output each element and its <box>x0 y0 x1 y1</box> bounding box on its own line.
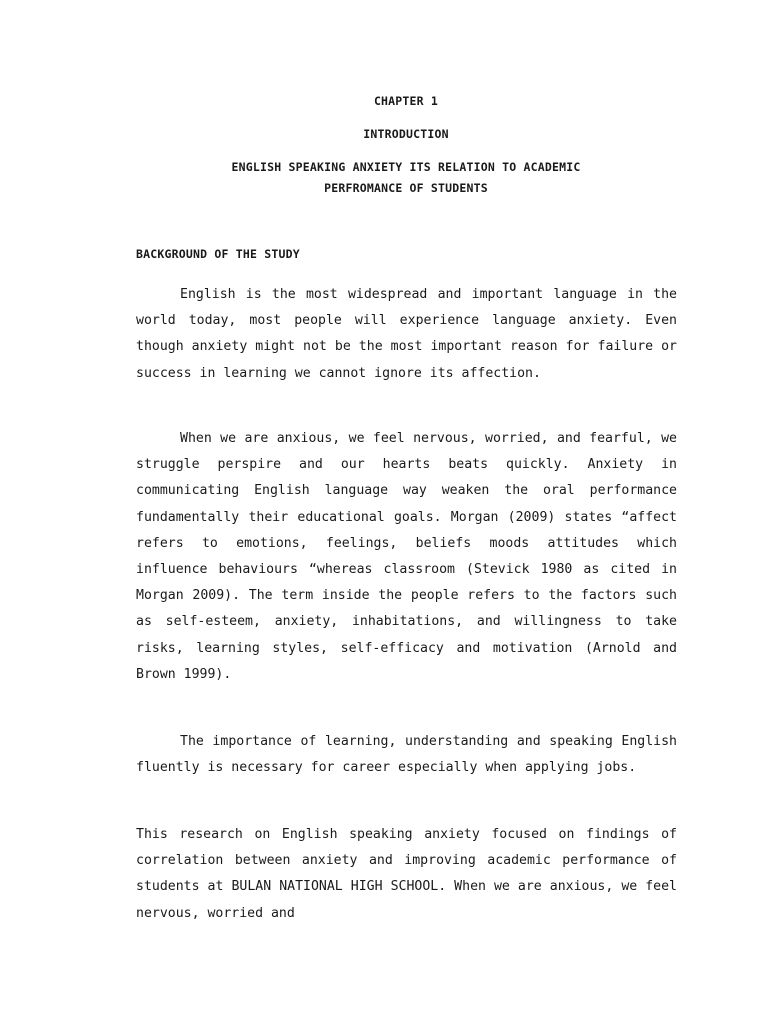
document-title-line-2: PERFROMANCE OF STUDENTS <box>324 181 488 195</box>
paragraph-3: The importance of learning, understanding and speaking English fluently is necessary for career especially when applying jobs. <box>136 734 677 776</box>
introduction-heading: INTRODUCTION <box>363 127 449 141</box>
document-title-line-1: ENGLISH SPEAKING ANXIETY ITS RELATION TO ACADEMIC <box>231 160 581 174</box>
paragraph-4: This research on English speaking anxiety focused on findings of correlation between anxiety and improving academic performance of students at BULAN NATIONAL HIGH SCHOOL. When we are anxious, we feel nervous, worried and <box>136 827 677 921</box>
paragraph-1: English is the most widespread and important language in the world today, most people will experience language anxiety. Even though anxiety might not be the most important reason for failure or success in learning we cannot ignore its affection. <box>136 287 677 381</box>
chapter-heading: CHAPTER 1 <box>373 94 439 108</box>
paragraph-2: When we are anxious, we feel nervous, worried, and fearful, we struggle perspire and our hearts beats quickly. Anxiety in communicating English language way weaken the oral performance fundamentally their educational goals. Morgan (2009) states “affect refers to emotions, feelings, beliefs moods attitudes which influence behaviours “whereas classroom (Stevick 1980 as cited in Morgan 2009). The term inside the people refers to the factors such as self-esteem, anxiety, inhabitations, and willingness to take risks, learning styles, self-efficacy and motivation (Arnold and Brown 1999). <box>136 431 677 682</box>
section-heading-background: BACKGROUND OF THE STUDY <box>136 247 300 261</box>
